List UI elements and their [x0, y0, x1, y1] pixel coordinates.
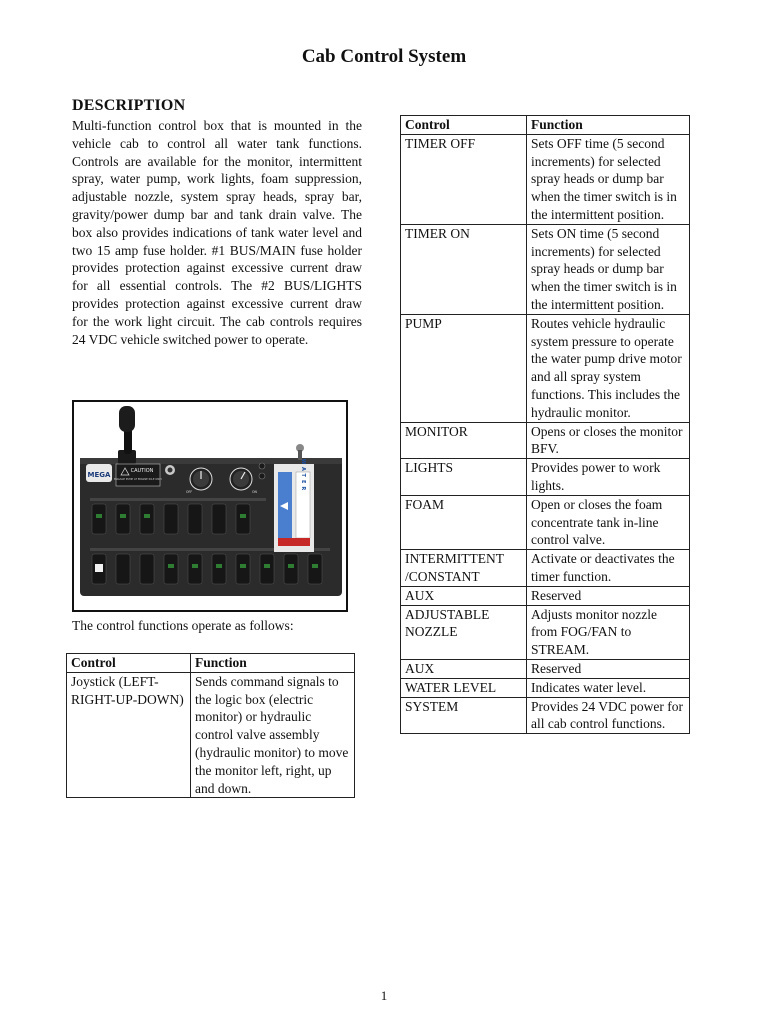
function-cell: Open or closes the foam concentrate tank in-line control valve.: [527, 495, 690, 549]
function-cell: Reserved: [527, 586, 690, 605]
control-cell: TIMER OFF: [401, 134, 527, 224]
control-cell: Joystick (LEFT-RIGHT-UP-DOWN): [67, 672, 191, 798]
control-cell: PUMP: [401, 314, 527, 422]
water-label: WATER: [300, 458, 306, 494]
control-cell: MONITOR: [401, 422, 527, 459]
table-row: [67, 672, 355, 798]
header-control: Control: [401, 116, 527, 135]
brand-name: MEGA: [87, 471, 111, 479]
page-title: Cab Control System: [301, 46, 467, 67]
control-cell: WATER LEVEL: [401, 678, 527, 697]
table-row: [401, 224, 690, 314]
control-cell: INTERMITTENT /CONSTANT: [401, 550, 527, 587]
description-text: Multi-function control box that is mounted in the vehicle cab to control all water tank functions. Controls are available for the monitor, intermittent spray, water pump, work lights, foam suppression, adjustable nozzle, system spray heads, spray bar, gravity/power dump bar and tank drain valve. The box also provides indications of tank water level and two 15 amp fuse holder. #1 BUS/MAIN fuse holder provides protection against excessive current draw for all essential controls. The #2 BUS/LIGHTS provides protection against excessive current draw for the work light circuit. The cab controls requires 24 VDC vehicle switched power to operate.: [72, 118, 362, 347]
table-row: [401, 495, 690, 549]
header-function: Function: [527, 116, 690, 135]
caution-title: CAUTION: [130, 468, 154, 474]
function-cell: Routes vehicle hydraulic system pressure to operate the water pump drive motor and all spray system functions. This includes the hydraulic monitor.: [527, 314, 690, 422]
function-cell: Indicates water level.: [527, 678, 690, 697]
function-cell: Sets ON time (5 second increments) for selected spray heads or dump bar when the timer switch is in the intermittent position.: [527, 224, 690, 314]
intro-text: The control functions operate as follows:: [72, 618, 294, 633]
table-row: [401, 659, 690, 678]
table-row: [401, 678, 690, 697]
table-row: [401, 314, 690, 422]
function-cell: Provides 24 VDC power for all cab control functions.: [527, 697, 690, 734]
control-cell: TIMER ON: [401, 224, 527, 314]
header-function: Function: [191, 654, 355, 673]
caution-text: ENGAGE PUMP AT ENGINE IDLE ONLY: [114, 478, 162, 481]
left-control-table: [66, 653, 355, 798]
table-row: [401, 605, 690, 659]
control-cell: LIGHTS: [401, 459, 527, 496]
caution-label: [114, 464, 162, 486]
table-header-row: [67, 654, 355, 673]
function-cell: Sends command signals to the logic box (electric monitor) or hydraulic control valve assembly (hydraulic monitor) to move the monitor left, right, up and down.: [191, 672, 355, 798]
joystick-icon: [118, 406, 136, 464]
control-cell: AUX: [401, 659, 527, 678]
table-row: [401, 134, 690, 224]
water-level-gauge: [274, 459, 314, 552]
page-number: 1: [380, 988, 388, 1003]
header-control: Control: [67, 654, 191, 673]
function-cell: Sets OFF time (5 second increments) for selected spray heads or dump bar when the timer switch is in the intermittent position.: [527, 134, 690, 224]
table-row: [401, 697, 690, 734]
control-box-photo: [72, 400, 348, 612]
table-row: [401, 586, 690, 605]
table-row: [401, 459, 690, 496]
control-cell: SYSTEM: [401, 697, 527, 734]
right-control-table: [400, 115, 690, 734]
control-cell: ADJUSTABLE NOZZLE: [401, 605, 527, 659]
function-cell: Adjusts monitor nozzle from FOG/FAN to STREAM.: [527, 605, 690, 659]
description-heading: DESCRIPTION: [72, 97, 186, 114]
function-cell: Opens or closes the monitor BFV.: [527, 422, 690, 459]
table-row: [401, 422, 690, 459]
control-cell: AUX: [401, 586, 527, 605]
table-row: [401, 550, 690, 587]
control-cell: FOAM: [401, 495, 527, 549]
function-cell: Provides power to work lights.: [527, 459, 690, 496]
table-header-row: [401, 116, 690, 135]
brand-logo: [86, 464, 112, 482]
function-cell: Reserved: [527, 659, 690, 678]
function-cell: Activate or deactivates the timer function.: [527, 550, 690, 587]
knob-off-label: OFF: [186, 490, 193, 494]
knob-on-label: ON: [252, 490, 257, 494]
